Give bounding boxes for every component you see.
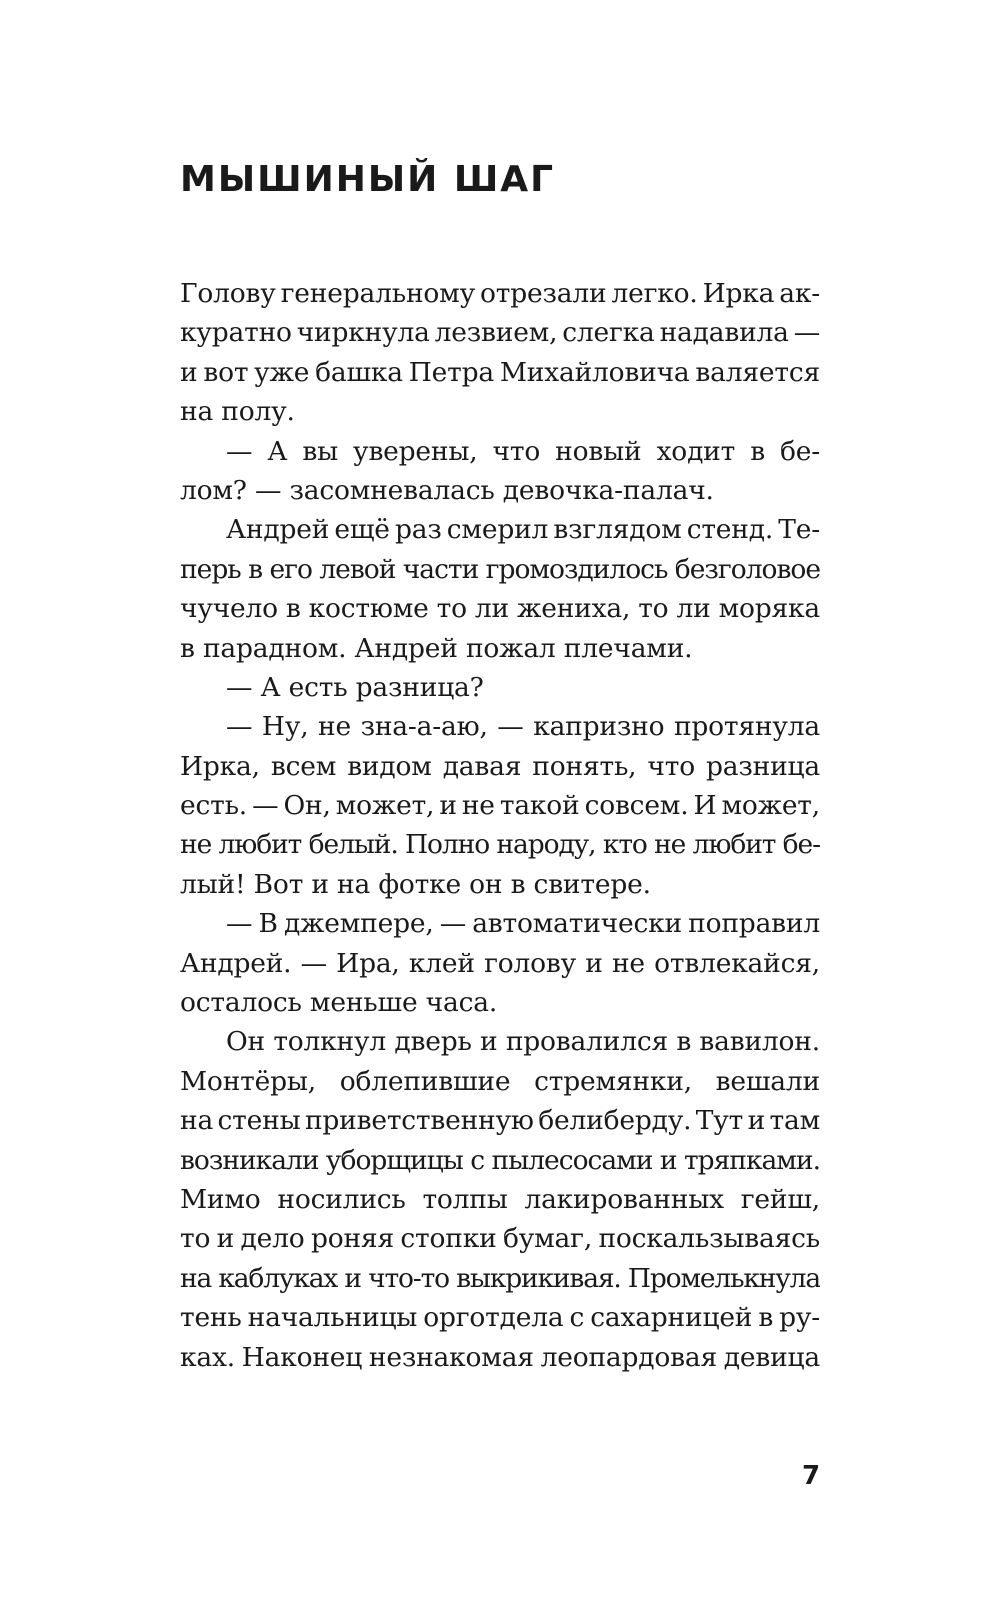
text-line: лом? — засомневалась девочка-палач. (180, 474, 714, 506)
text-line: не любит белый. Полно народу, кто не любит бе- (180, 829, 820, 861)
text-line: ках. Наконец незнакомая леопардовая девица (180, 1341, 820, 1373)
text-line: то и дело роняя стопки бумаг, поскальзываясь (180, 1223, 820, 1255)
text-line: перь в его левой части громоздилось безголовое (180, 553, 820, 585)
body-text (180, 274, 820, 1377)
text-line: Андрей ещё раз смерил взглядом стенд. Те- (226, 514, 820, 546)
text-line: и вот уже башка Петра Михайловича валяется (180, 356, 820, 388)
text-line: лый! Вот и на фотке он в свитере. (180, 868, 651, 900)
text-line: Голову генеральному отрезали легко. Ирка ак- (180, 278, 820, 309)
text-line: — А есть разница? (226, 671, 484, 703)
text-line: Андрей. — Ира, клей голову и не отвлекайся, (180, 947, 820, 979)
text-line: — А вы уверены, что новый ходит в бе- (226, 435, 820, 467)
text-line: в парадном. Андрей пожал плечами. (180, 632, 693, 664)
text-line: на каблуках и что-то выкрикивая. Промелькнула (180, 1262, 820, 1294)
chapter-title: МЫШИНЫЙ ШАГ (180, 159, 556, 200)
text-line: Монтёры, облепившие стремянки, вешали (180, 1065, 820, 1097)
text-line: — В джемпере, — автоматически поправил (226, 908, 820, 940)
text-line: Он толкнул дверь и провалился в вавилон. (226, 1026, 820, 1058)
text-line: Ирка, всем видом давая понять, что разница (180, 750, 820, 782)
text-line: возникали уборщицы с пылесосами и тряпками. (180, 1144, 820, 1176)
page-number: 7 (802, 1461, 821, 1491)
text-line: чучело в костюме то ли жениха, то ли моряка (180, 593, 820, 625)
text-line: есть. — Он, может, и не такой совсем. И может, (180, 790, 820, 822)
text-line: на стены приветственную белиберду. Тут и там (180, 1105, 820, 1137)
text-line: на полу. (180, 396, 295, 428)
text-line: — Ну, не зна-а-аю, — капризно протянула (226, 711, 820, 743)
text-line: тень начальницы орготдела с сахарницей в ру- (180, 1302, 820, 1334)
text-line: куратно чиркнула лезвием, слегка надавила — (180, 317, 820, 349)
text-line: Мимо носились толпы лакированных гейш, (180, 1183, 820, 1215)
text-line: осталось меньше часа. (180, 987, 498, 1019)
